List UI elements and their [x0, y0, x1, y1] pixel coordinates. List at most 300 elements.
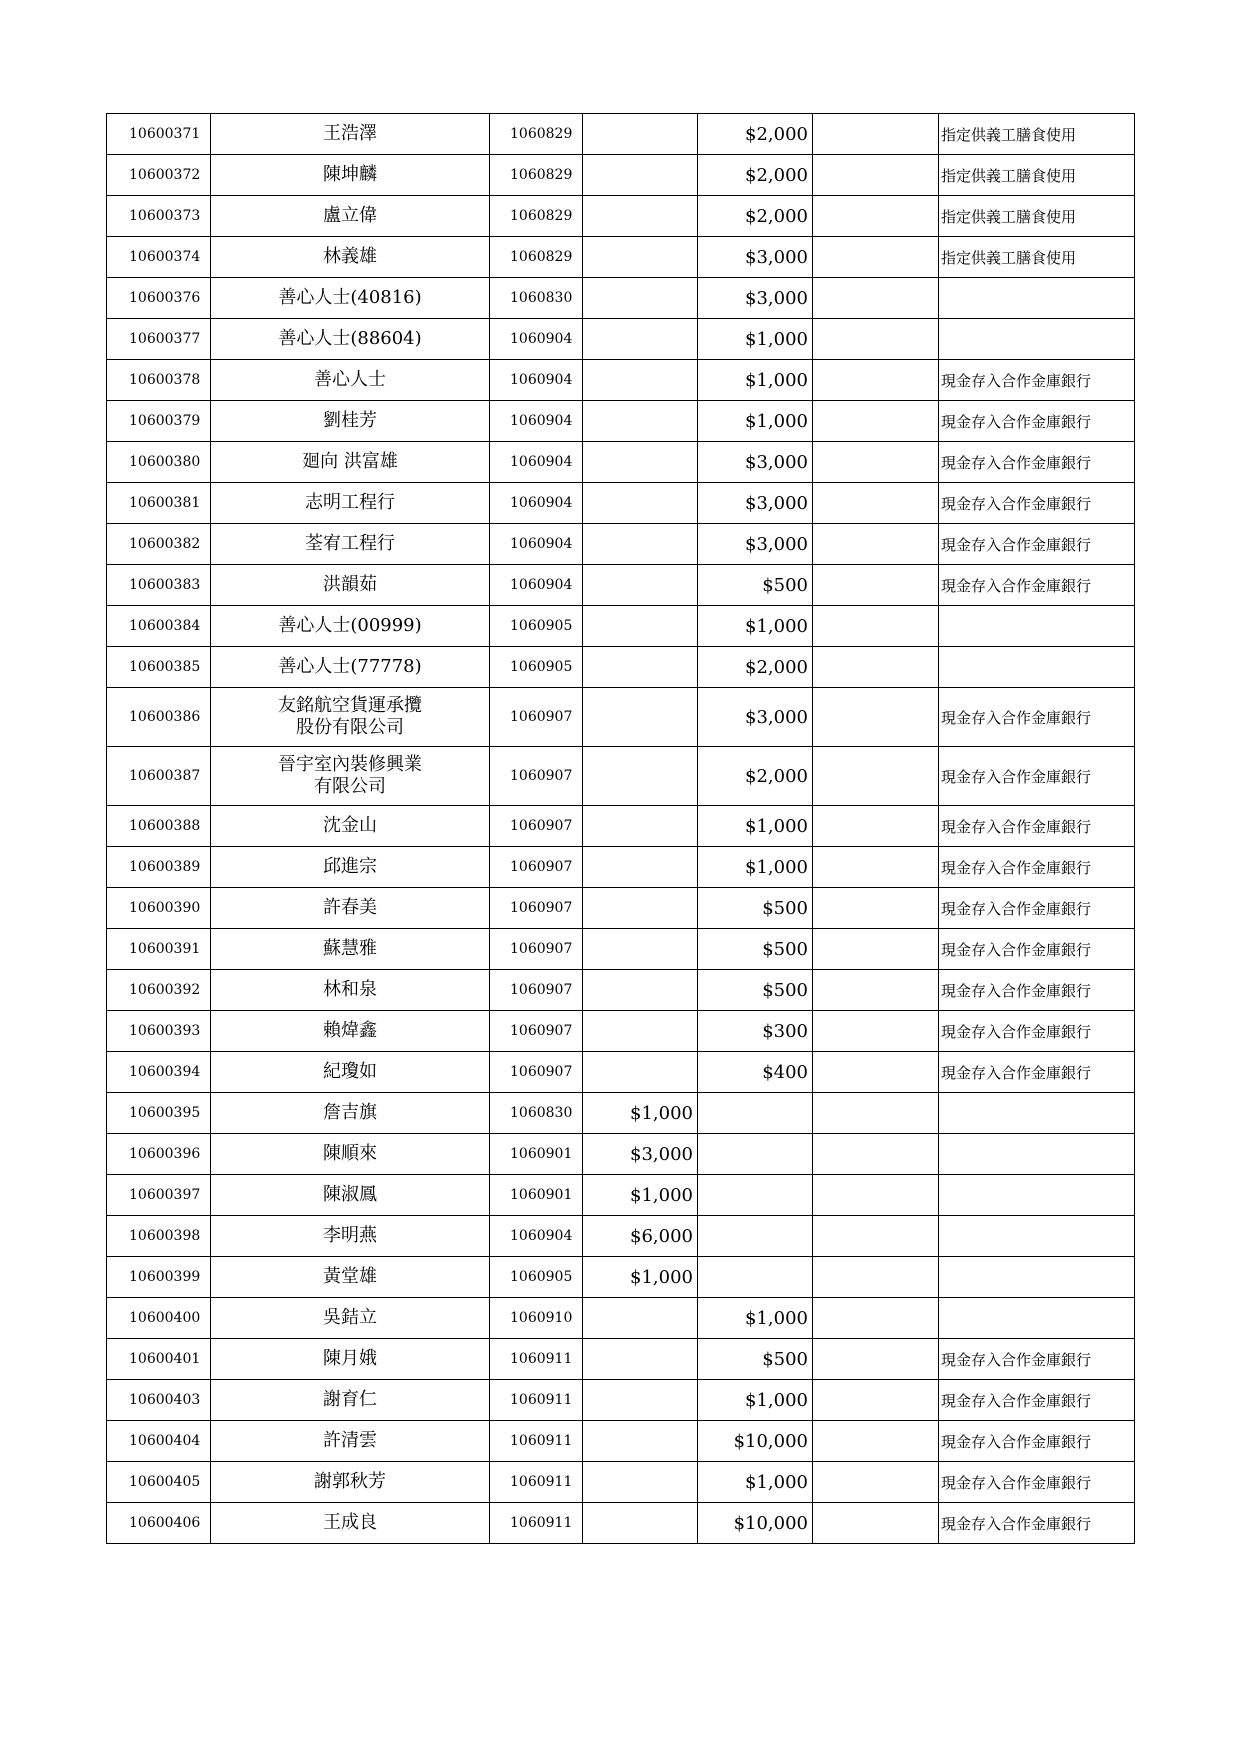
- donor-name-cell: [211, 565, 490, 606]
- amount-cell-a: [583, 888, 698, 929]
- amount-cell-a: [583, 847, 698, 888]
- table-row: [107, 1052, 1135, 1093]
- receipt-number-cell: 10600372: [107, 155, 211, 196]
- note-cell: [939, 278, 1135, 319]
- donor-name-cell: [211, 1216, 490, 1257]
- amount-cell-b: $1,000: [698, 1380, 813, 1421]
- donor-name-line: 紀瓊如: [323, 1061, 377, 1082]
- table-row: [107, 647, 1135, 688]
- blank-cell: [813, 606, 939, 647]
- receipt-number-cell: 10600379: [107, 401, 211, 442]
- table-row: [107, 929, 1135, 970]
- donor-name-cell: [211, 278, 490, 319]
- note-cell: [939, 1134, 1135, 1175]
- note-cell: 指定供義工膳食使用: [939, 237, 1135, 278]
- amount-cell-b: [698, 1257, 813, 1298]
- table-row: [107, 1257, 1135, 1298]
- donor-name-line: 賴煒鑫: [323, 1020, 377, 1041]
- blank-cell: [813, 237, 939, 278]
- date-cell: 1060907: [490, 806, 583, 847]
- blank-cell: [813, 114, 939, 155]
- note-cell: [939, 647, 1135, 688]
- blank-cell: [813, 847, 939, 888]
- receipt-number-cell: 10600401: [107, 1339, 211, 1380]
- receipt-number-cell: 10600381: [107, 483, 211, 524]
- receipt-number-cell: 10600383: [107, 565, 211, 606]
- amount-cell-a: [583, 319, 698, 360]
- blank-cell: [813, 196, 939, 237]
- amount-cell-a: $1,000: [583, 1093, 698, 1134]
- amount-cell-b: $3,000: [698, 237, 813, 278]
- receipt-number-cell: 10600395: [107, 1093, 211, 1134]
- date-cell: 1060907: [490, 970, 583, 1011]
- donor-name-cell: [211, 747, 490, 806]
- donor-name-line: 謝郭秋芳: [314, 1471, 386, 1492]
- date-cell: 1060907: [490, 1011, 583, 1052]
- blank-cell: [813, 401, 939, 442]
- table-row: [107, 278, 1135, 319]
- date-cell: 1060911: [490, 1421, 583, 1462]
- receipt-number-cell: 10600392: [107, 970, 211, 1011]
- note-cell: 現金存入合作金庫銀行: [939, 1339, 1135, 1380]
- table-row: [107, 360, 1135, 401]
- donor-name-cell: [211, 1052, 490, 1093]
- donor-name-cell: [211, 970, 490, 1011]
- donor-name-line: 晉宇室內裝修興業: [278, 754, 422, 775]
- note-cell: [939, 319, 1135, 360]
- date-cell: 1060829: [490, 114, 583, 155]
- donor-name-cell: [211, 401, 490, 442]
- note-cell: 指定供義工膳食使用: [939, 114, 1135, 155]
- donor-name-line: 吳銡立: [323, 1307, 377, 1328]
- receipt-number-cell: 10600391: [107, 929, 211, 970]
- date-cell: 1060901: [490, 1134, 583, 1175]
- blank-cell: [813, 747, 939, 806]
- date-cell: 1060904: [490, 1216, 583, 1257]
- blank-cell: [813, 1052, 939, 1093]
- date-cell: 1060911: [490, 1462, 583, 1503]
- table-row: [107, 1134, 1135, 1175]
- donor-name-cell: [211, 806, 490, 847]
- blank-cell: [813, 483, 939, 524]
- donor-name-cell: [211, 442, 490, 483]
- table-row: [107, 606, 1135, 647]
- date-cell: 1060904: [490, 401, 583, 442]
- donor-name-cell: [211, 483, 490, 524]
- blank-cell: [813, 442, 939, 483]
- blank-cell: [813, 1380, 939, 1421]
- note-cell: 指定供義工膳食使用: [939, 155, 1135, 196]
- amount-cell-a: $3,000: [583, 1134, 698, 1175]
- donor-name-cell: [211, 1380, 490, 1421]
- date-cell: 1060911: [490, 1503, 583, 1544]
- table-row: [107, 565, 1135, 606]
- receipt-number-cell: 10600387: [107, 747, 211, 806]
- donor-name-line: 黃堂雄: [323, 1266, 377, 1287]
- donor-name-line: 詹吉旗: [323, 1102, 377, 1123]
- donor-name-cell: [211, 1134, 490, 1175]
- table-row: [107, 319, 1135, 360]
- receipt-number-cell: 10600371: [107, 114, 211, 155]
- donor-name-cell: [211, 524, 490, 565]
- donor-name-line: 陳順來: [323, 1143, 377, 1164]
- amount-cell-a: [583, 237, 698, 278]
- receipt-number-cell: 10600399: [107, 1257, 211, 1298]
- date-cell: 1060911: [490, 1380, 583, 1421]
- note-cell: [939, 1257, 1135, 1298]
- table-row: [107, 1339, 1135, 1380]
- table-row: [107, 442, 1135, 483]
- donor-name-line: 股份有限公司: [296, 717, 404, 738]
- date-cell: 1060829: [490, 155, 583, 196]
- donor-name-cell: [211, 1175, 490, 1216]
- blank-cell: [813, 1011, 939, 1052]
- table-row: [107, 524, 1135, 565]
- amount-cell-b: $1,000: [698, 319, 813, 360]
- donor-name-line: 陳淑鳳: [323, 1184, 377, 1205]
- note-cell: 現金存入合作金庫銀行: [939, 1052, 1135, 1093]
- date-cell: 1060904: [490, 360, 583, 401]
- amount-cell-a: [583, 970, 698, 1011]
- amount-cell-a: [583, 747, 698, 806]
- amount-cell-b: $2,000: [698, 647, 813, 688]
- table-row: [107, 1175, 1135, 1216]
- blank-cell: [813, 1462, 939, 1503]
- donor-name-line: 王成良: [323, 1512, 377, 1533]
- donor-name-line: 謝育仁: [323, 1389, 377, 1410]
- date-cell: 1060904: [490, 442, 583, 483]
- donor-name-cell: [211, 1257, 490, 1298]
- date-cell: 1060904: [490, 483, 583, 524]
- donor-name-line: 有限公司: [314, 776, 386, 797]
- table-row: [107, 483, 1135, 524]
- table-row: [107, 888, 1135, 929]
- receipt-number-cell: 10600398: [107, 1216, 211, 1257]
- blank-cell: [813, 1421, 939, 1462]
- table-row: [107, 1462, 1135, 1503]
- amount-cell-a: [583, 442, 698, 483]
- donor-name-line: 友銘航空貨運承攬: [278, 695, 422, 716]
- amount-cell-b: $3,000: [698, 442, 813, 483]
- date-cell: 1060907: [490, 929, 583, 970]
- table-row: [107, 806, 1135, 847]
- donor-name-line: 劉桂芳: [323, 410, 377, 431]
- amount-cell-b: [698, 1175, 813, 1216]
- donor-name-cell: [211, 1298, 490, 1339]
- date-cell: 1060904: [490, 319, 583, 360]
- amount-cell-a: [583, 114, 698, 155]
- blank-cell: [813, 524, 939, 565]
- amount-cell-b: $3,000: [698, 524, 813, 565]
- blank-cell: [813, 1257, 939, 1298]
- receipt-number-cell: 10600400: [107, 1298, 211, 1339]
- amount-cell-b: $2,000: [698, 747, 813, 806]
- receipt-number-cell: 10600380: [107, 442, 211, 483]
- donor-name-cell: [211, 688, 490, 747]
- blank-cell: [813, 1298, 939, 1339]
- receipt-number-cell: 10600386: [107, 688, 211, 747]
- amount-cell-b: [698, 1134, 813, 1175]
- amount-cell-b: $2,000: [698, 196, 813, 237]
- table-row: [107, 401, 1135, 442]
- donor-name-line: 李明燕: [323, 1225, 377, 1246]
- donor-name-line: 善心人士(00999): [278, 615, 422, 636]
- table-row: [107, 196, 1135, 237]
- amount-cell-b: $10,000: [698, 1421, 813, 1462]
- amount-cell-a: [583, 647, 698, 688]
- table-row: [107, 1216, 1135, 1257]
- donor-name-cell: [211, 360, 490, 401]
- amount-cell-b: $3,000: [698, 278, 813, 319]
- donor-name-line: 陳月娥: [323, 1348, 377, 1369]
- amount-cell-a: [583, 196, 698, 237]
- date-cell: 1060905: [490, 1257, 583, 1298]
- donation-table: [106, 113, 1135, 1544]
- amount-cell-a: [583, 401, 698, 442]
- note-cell: 現金存入合作金庫銀行: [939, 442, 1135, 483]
- donor-name-cell: [211, 1503, 490, 1544]
- donor-name-cell: [211, 929, 490, 970]
- amount-cell-a: [583, 278, 698, 319]
- table-row: [107, 747, 1135, 806]
- receipt-number-cell: 10600404: [107, 1421, 211, 1462]
- donor-name-cell: [211, 1011, 490, 1052]
- donor-name-cell: [211, 114, 490, 155]
- blank-cell: [813, 1134, 939, 1175]
- donor-name-line: 邱進宗: [323, 856, 377, 877]
- amount-cell-b: [698, 1216, 813, 1257]
- date-cell: 1060829: [490, 196, 583, 237]
- receipt-number-cell: 10600394: [107, 1052, 211, 1093]
- amount-cell-b: $1,000: [698, 606, 813, 647]
- donor-name-cell: [211, 847, 490, 888]
- donor-name-cell: [211, 237, 490, 278]
- note-cell: 現金存入合作金庫銀行: [939, 929, 1135, 970]
- donor-name-line: 廻向 洪富雄: [302, 451, 398, 472]
- amount-cell-a: [583, 1503, 698, 1544]
- donor-name-line: 林和泉: [323, 979, 377, 1000]
- amount-cell-a: [583, 360, 698, 401]
- receipt-number-cell: 10600390: [107, 888, 211, 929]
- receipt-number-cell: 10600378: [107, 360, 211, 401]
- receipt-number-cell: 10600393: [107, 1011, 211, 1052]
- receipt-number-cell: 10600385: [107, 647, 211, 688]
- receipt-number-cell: 10600389: [107, 847, 211, 888]
- amount-cell-a: [583, 565, 698, 606]
- date-cell: 1060904: [490, 524, 583, 565]
- note-cell: 現金存入合作金庫銀行: [939, 806, 1135, 847]
- receipt-number-cell: 10600376: [107, 278, 211, 319]
- donor-name-line: 善心人士: [314, 369, 386, 390]
- donor-name-cell: [211, 196, 490, 237]
- table-row: [107, 688, 1135, 747]
- receipt-number-cell: 10600374: [107, 237, 211, 278]
- blank-cell: [813, 565, 939, 606]
- date-cell: 1060910: [490, 1298, 583, 1339]
- date-cell: 1060830: [490, 1093, 583, 1134]
- date-cell: 1060907: [490, 747, 583, 806]
- donor-name-line: 盧立偉: [323, 205, 377, 226]
- amount-cell-a: [583, 1421, 698, 1462]
- blank-cell: [813, 155, 939, 196]
- amount-cell-a: [583, 606, 698, 647]
- note-cell: [939, 1298, 1135, 1339]
- donor-name-cell: [211, 647, 490, 688]
- date-cell: 1060830: [490, 278, 583, 319]
- receipt-number-cell: 10600377: [107, 319, 211, 360]
- amount-cell-a: $6,000: [583, 1216, 698, 1257]
- donor-name-line: 許清雲: [323, 1430, 377, 1451]
- donor-name-cell: [211, 319, 490, 360]
- amount-cell-b: $500: [698, 565, 813, 606]
- amount-cell-a: $1,000: [583, 1175, 698, 1216]
- amount-cell-b: [698, 1093, 813, 1134]
- amount-cell-b: $500: [698, 1339, 813, 1380]
- receipt-number-cell: 10600406: [107, 1503, 211, 1544]
- donor-name-line: 善心人士(77778): [278, 656, 422, 677]
- amount-cell-b: $1,000: [698, 1462, 813, 1503]
- note-cell: 現金存入合作金庫銀行: [939, 1421, 1135, 1462]
- note-cell: 現金存入合作金庫銀行: [939, 888, 1135, 929]
- table-row: [107, 1503, 1135, 1544]
- donor-name-cell: [211, 1462, 490, 1503]
- amount-cell-b: $10,000: [698, 1503, 813, 1544]
- note-cell: 指定供義工膳食使用: [939, 196, 1135, 237]
- amount-cell-a: [583, 1339, 698, 1380]
- note-cell: 現金存入合作金庫銀行: [939, 360, 1135, 401]
- table-row: [107, 1011, 1135, 1052]
- amount-cell-a: [583, 524, 698, 565]
- note-cell: 現金存入合作金庫銀行: [939, 1503, 1135, 1544]
- donor-name-line: 沈金山: [323, 815, 377, 836]
- donor-name-cell: [211, 1093, 490, 1134]
- date-cell: 1060907: [490, 847, 583, 888]
- date-cell: 1060901: [490, 1175, 583, 1216]
- amount-cell-a: [583, 1298, 698, 1339]
- note-cell: 現金存入合作金庫銀行: [939, 524, 1135, 565]
- receipt-number-cell: 10600373: [107, 196, 211, 237]
- note-cell: [939, 1216, 1135, 1257]
- donor-name-cell: [211, 606, 490, 647]
- donor-name-cell: [211, 888, 490, 929]
- amount-cell-b: $2,000: [698, 155, 813, 196]
- donor-name-cell: [211, 1421, 490, 1462]
- donor-name-line: 王浩澤: [323, 123, 377, 144]
- note-cell: 現金存入合作金庫銀行: [939, 688, 1135, 747]
- date-cell: 1060907: [490, 888, 583, 929]
- donor-name-line: 洪韻茹: [323, 574, 377, 595]
- donor-name-cell: [211, 1339, 490, 1380]
- date-cell: 1060905: [490, 606, 583, 647]
- amount-cell-a: [583, 155, 698, 196]
- note-cell: 現金存入合作金庫銀行: [939, 970, 1135, 1011]
- table-row: [107, 847, 1135, 888]
- donor-name-line: 林義雄: [323, 246, 377, 267]
- note-cell: 現金存入合作金庫銀行: [939, 1011, 1135, 1052]
- blank-cell: [813, 647, 939, 688]
- blank-cell: [813, 1339, 939, 1380]
- note-cell: 現金存入合作金庫銀行: [939, 1380, 1135, 1421]
- table-row: [107, 237, 1135, 278]
- date-cell: 1060829: [490, 237, 583, 278]
- date-cell: 1060911: [490, 1339, 583, 1380]
- amount-cell-b: $3,000: [698, 688, 813, 747]
- amount-cell-b: $1,000: [698, 401, 813, 442]
- table-row: [107, 155, 1135, 196]
- note-cell: [939, 606, 1135, 647]
- note-cell: 現金存入合作金庫銀行: [939, 847, 1135, 888]
- donor-name-cell: [211, 155, 490, 196]
- amount-cell-a: [583, 806, 698, 847]
- blank-cell: [813, 1216, 939, 1257]
- note-cell: [939, 1093, 1135, 1134]
- blank-cell: [813, 1503, 939, 1544]
- blank-cell: [813, 888, 939, 929]
- amount-cell-a: [583, 483, 698, 524]
- donor-name-line: 陳坤麟: [323, 164, 377, 185]
- table-row: [107, 1380, 1135, 1421]
- amount-cell-a: [583, 1380, 698, 1421]
- donor-name-line: 蘇慧雅: [323, 938, 377, 959]
- table-row: [107, 970, 1135, 1011]
- date-cell: 1060907: [490, 1052, 583, 1093]
- amount-cell-b: $500: [698, 929, 813, 970]
- blank-cell: [813, 278, 939, 319]
- amount-cell-b: $500: [698, 888, 813, 929]
- amount-cell-b: $300: [698, 1011, 813, 1052]
- amount-cell-b: $3,000: [698, 483, 813, 524]
- table-row: [107, 114, 1135, 155]
- note-cell: 現金存入合作金庫銀行: [939, 401, 1135, 442]
- donor-name-line: 善心人士(40816): [278, 287, 422, 308]
- donor-name-line: 志明工程行: [305, 492, 395, 513]
- receipt-number-cell: 10600388: [107, 806, 211, 847]
- blank-cell: [813, 688, 939, 747]
- amount-cell-a: [583, 1462, 698, 1503]
- donor-name-line: 善心人士(88604): [278, 328, 422, 349]
- amount-cell-b: $500: [698, 970, 813, 1011]
- table-row: [107, 1421, 1135, 1462]
- blank-cell: [813, 1175, 939, 1216]
- note-cell: 現金存入合作金庫銀行: [939, 483, 1135, 524]
- receipt-number-cell: 10600405: [107, 1462, 211, 1503]
- table-row: [107, 1298, 1135, 1339]
- amount-cell-a: $1,000: [583, 1257, 698, 1298]
- blank-cell: [813, 360, 939, 401]
- blank-cell: [813, 929, 939, 970]
- receipt-number-cell: 10600384: [107, 606, 211, 647]
- note-cell: 現金存入合作金庫銀行: [939, 565, 1135, 606]
- receipt-number-cell: 10600396: [107, 1134, 211, 1175]
- amount-cell-b: $1,000: [698, 806, 813, 847]
- blank-cell: [813, 319, 939, 360]
- donor-name-line: 荃宥工程行: [305, 533, 395, 554]
- amount-cell-b: $2,000: [698, 114, 813, 155]
- note-cell: 現金存入合作金庫銀行: [939, 1462, 1135, 1503]
- amount-cell-a: [583, 929, 698, 970]
- amount-cell-a: [583, 1052, 698, 1093]
- blank-cell: [813, 970, 939, 1011]
- amount-cell-a: [583, 1011, 698, 1052]
- blank-cell: [813, 806, 939, 847]
- amount-cell-b: $1,000: [698, 360, 813, 401]
- date-cell: 1060907: [490, 688, 583, 747]
- note-cell: [939, 1175, 1135, 1216]
- blank-cell: [813, 1093, 939, 1134]
- amount-cell-a: [583, 688, 698, 747]
- receipt-number-cell: 10600382: [107, 524, 211, 565]
- table-row: [107, 1093, 1135, 1134]
